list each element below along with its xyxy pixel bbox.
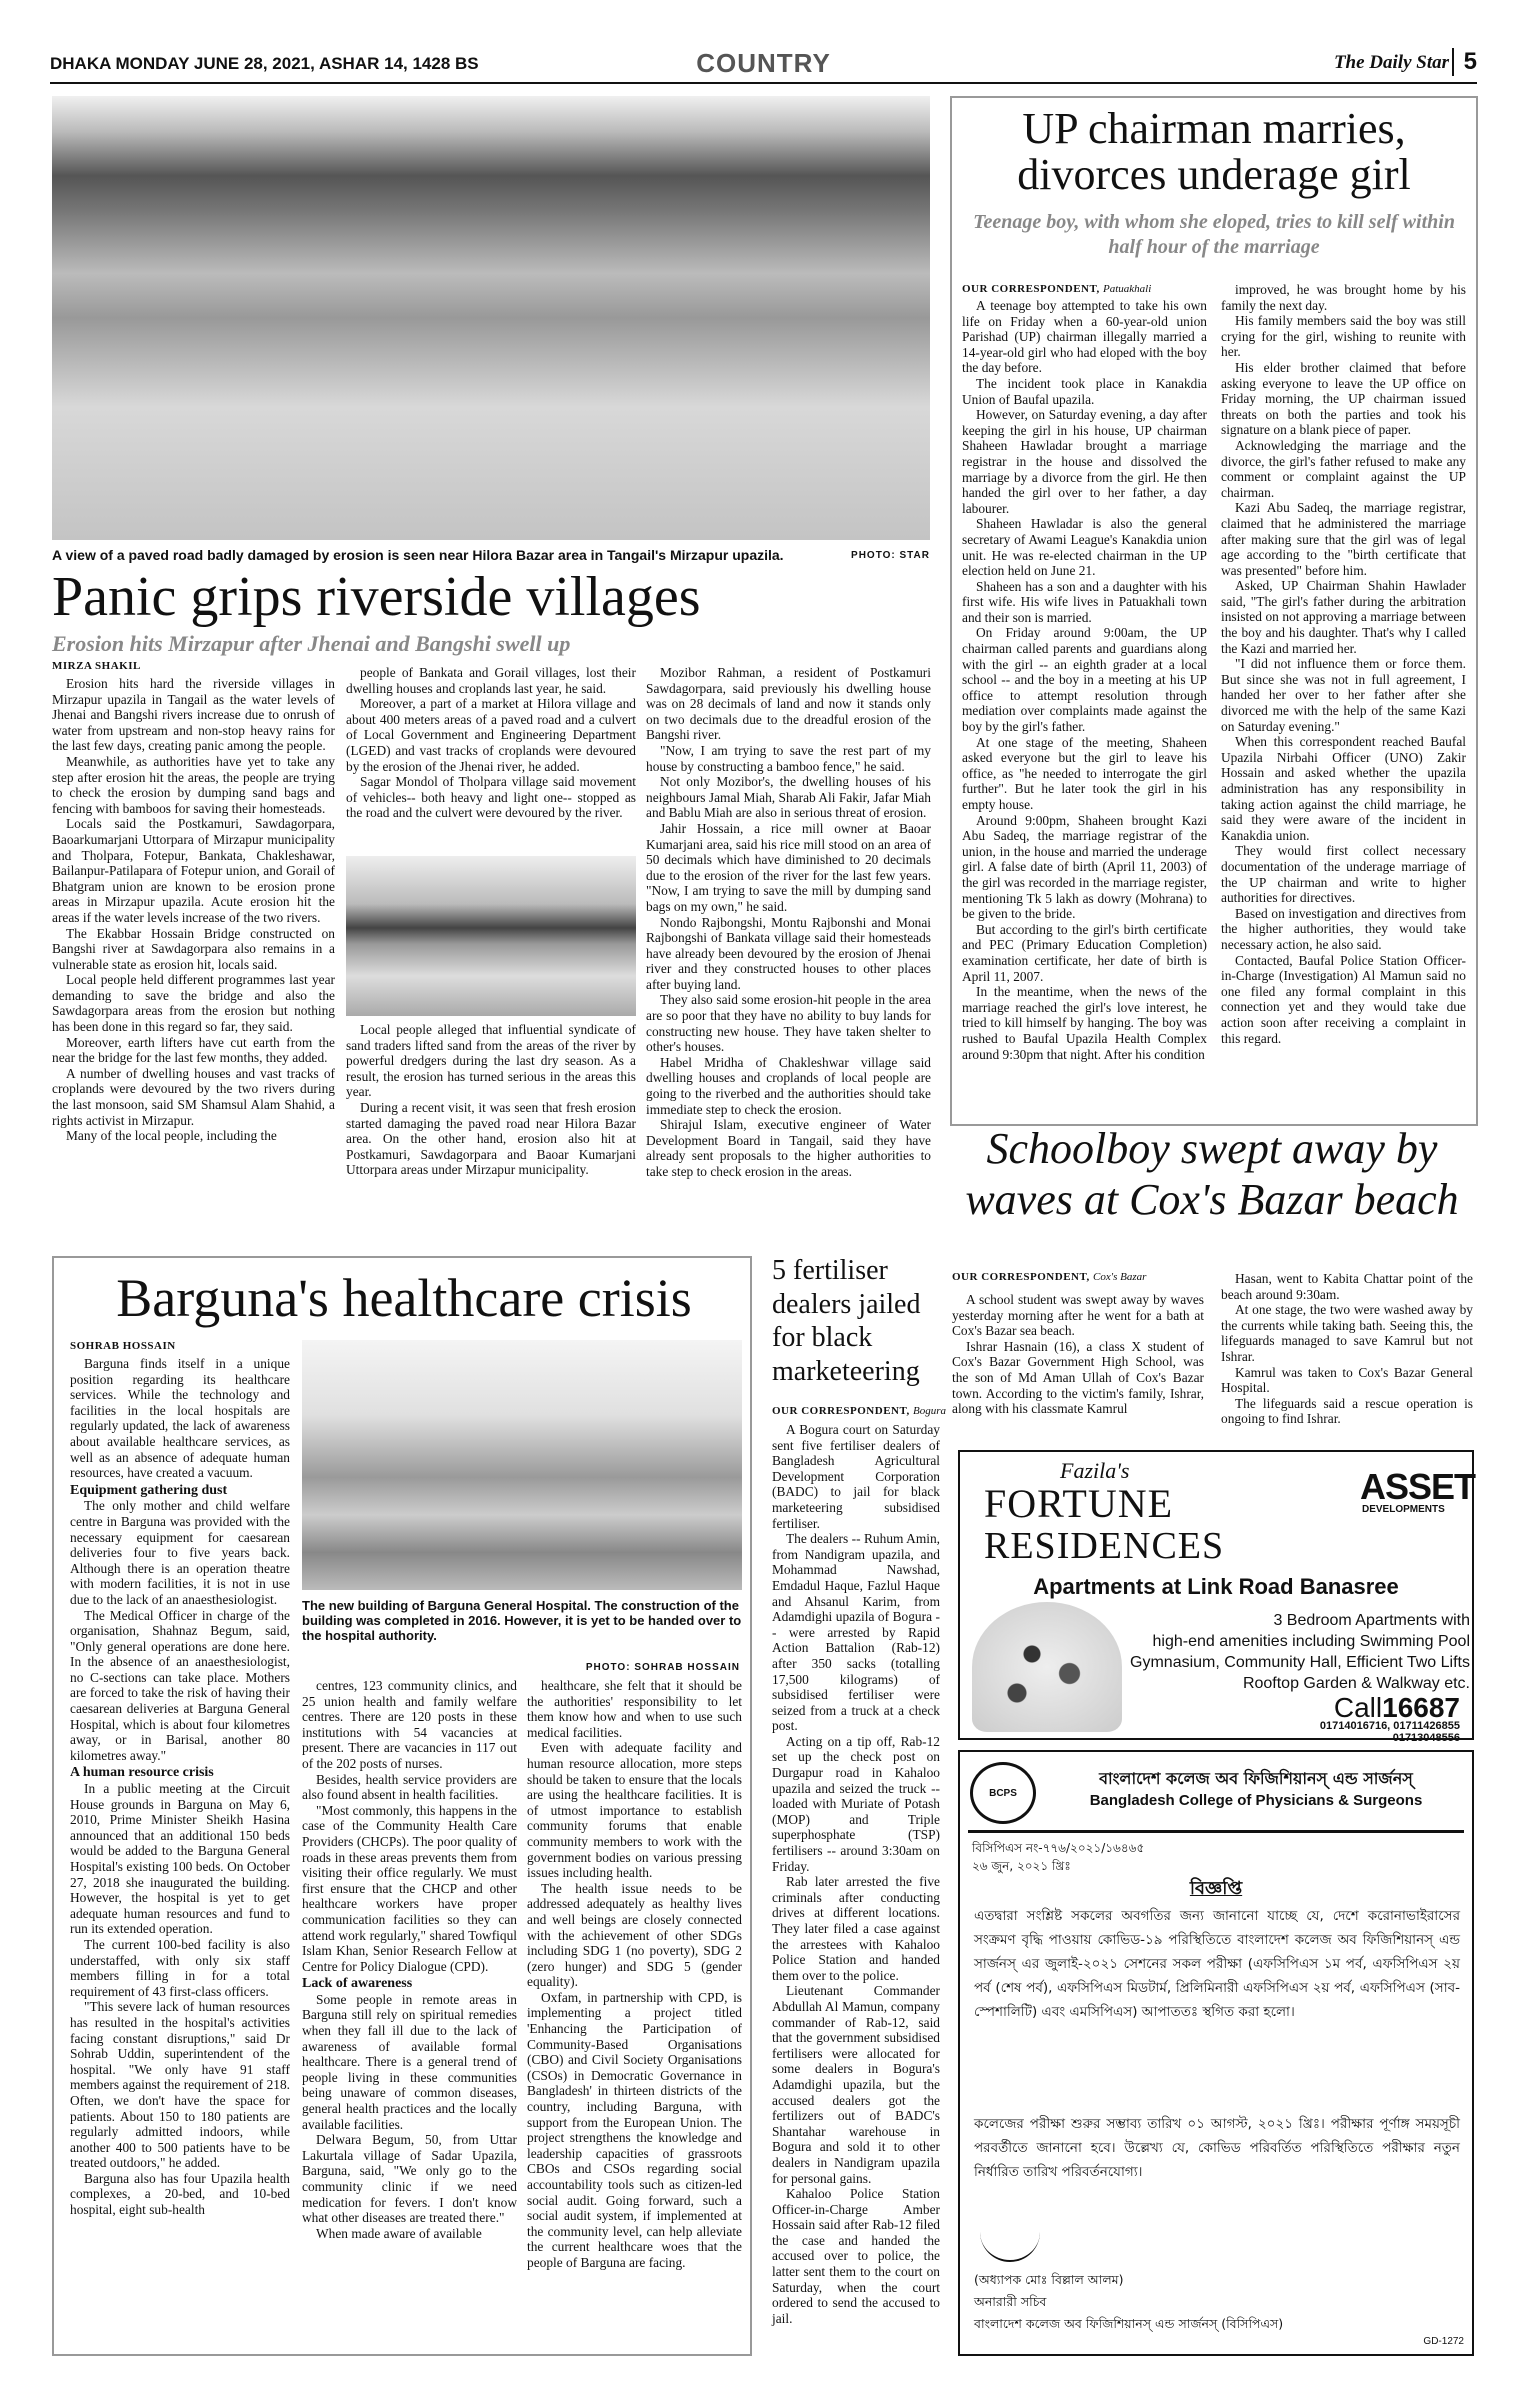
paragraph: Local people held different programmes last year demanding to save the bridge and also the Sawdagorpara areas from the erosion but nothing has been done in this regard so far, they said.	[52, 972, 335, 1035]
paragraph: On Friday around 9:00am, the UP chairman called parents and guardians along with the girl -- an eighth grader at a local school -- and the boy in a meeting at his UP office to attempt resolution through mediation over complaints made against the boy by the girl's father.	[962, 625, 1207, 735]
story4-byline: OUR CORRESPONDENT, Bogura	[772, 1405, 947, 1417]
paragraph: Around 9:00pm, Shaheen brought Kazi Abu Sadeq, the marriage registrar of the union, in the house and married the underage girl. A false date of birth (April 11, 2003) of the girl was recorded in the marriage register, mentioning Tk 5 lakh as dowry (Mohrana) to be given to the bride.	[962, 812, 1207, 922]
paragraph: Moreover, a part of a market at Hilora village and about 400 meters areas of a paved road and a culvert of Local Government and Engineering Department (LGED) and vast tracks of croplands were devoured by the erosion of the Jhenai river, he added.	[346, 696, 636, 774]
bcps-notice-ad	[958, 1750, 1474, 2356]
paragraph: "I did not influence them or force them. But since she was not in full agreement, I handed her over to her father after she divorced me with the help of the same Kazi on Saturday evening."	[1221, 656, 1466, 734]
paragraph: "Now, I am trying to save the rest part of my house by constructing a bamboo fence," he said.	[646, 742, 931, 774]
bcps-ref-no: বিসিপিএস নং-৭৭৬/২০২১/১৬৪৬৫	[972, 1841, 1145, 1855]
story3-col1	[70, 1356, 290, 2218]
story1-headline: Panic grips riverside villages	[52, 566, 701, 628]
bcps-signer: (অধ্যাপক মোঃ বিল্লাল আলম)	[974, 2272, 1124, 2287]
paragraph: people of Bankata and Gorail villages, lost their dwelling houses and croplands last year, he said.	[346, 665, 636, 696]
paragraph: But according to the girl's birth certificate and PEC (Primary Education Completion) examination certificate, her date of birth is April 11, 2007.	[962, 921, 1207, 984]
story1-col2a	[346, 665, 636, 821]
paragraph: "This severe lack of human resources has resulted in the hospital's activities facing constant disruptions," said Dr Sohrab Uddin, superintendent of the hospital. "We only have 91 staff members against the requirement of 218. Often, we don't have the space for patients. About 150 to 180 patients are regularly admitted indoors, while another 400 to 500 patients have to be treated outdoors," he added.	[70, 1999, 290, 2171]
paragraph: Shirajul Islam, executive engineer of Water Development Board in Tangail, said they have already sent proposals to the higher authorities to take step to check erosion in the areas.	[646, 1117, 931, 1179]
paragraph: improved, he was brought home by his family the next day.	[1221, 282, 1466, 313]
story3-byline: SOHRAB HOSSAIN	[70, 1340, 176, 1352]
paragraph: His elder brother claimed that before asking everyone to leave the UP office on Friday morning, the UP chairman issued threats on both the parties and took his signature on a blank piece of paper.	[1221, 359, 1466, 438]
paragraph: Kamrul was taken to Cox's Bazar General Hospital.	[1221, 1364, 1473, 1396]
bcps-notice-title: বিজ্ঞপ্তি	[1189, 1878, 1243, 1899]
paragraph: Habel Mridha of Chakleshwar village said dwelling houses and croplands of local people are going to the riverbed and the authorities should take immediate step to check the erosion.	[646, 1054, 931, 1117]
paragraph: At one stage, the two were washed away by the currents while taking bath. Seeing this, the lifeguards managed to save Kamrul but not Ishrar.	[1221, 1302, 1473, 1364]
story5-byline: OUR CORRESPONDENT, Cox's Bazar	[952, 1271, 1147, 1283]
paragraph: healthcare, she felt that it should be the authorities' responsibility to let them know how and when to use such medical facilities.	[527, 1678, 742, 1740]
story2-col2	[1221, 282, 1466, 1046]
paragraph: His family members said the boy was still crying for the girl, wishing to reunite with her.	[1221, 313, 1466, 360]
paragraph: The lifeguards said a rescue operation is ongoing to find Ishrar.	[1221, 1395, 1473, 1427]
paragraph: Based on investigation and directives from the higher authorities, they would take necessary action, he also said.	[1221, 905, 1466, 952]
paragraph: Erosion hits hard the riverside villages in Mirzapur upazila in Tangail as the water levels of Jhenai and Bangshi rivers increase due to onrush of water from upstream and non-stop heavy rains for the last few days, creating panic among the people.	[52, 676, 335, 754]
paragraph: Acknowledging the marriage and the divorce, the girl's father refused to make any comment or complaint against the UP chairman.	[1221, 437, 1466, 500]
paragraph: The Medical Officer in charge of the organisation, Shahnaz Begum, said, "Only general operations are done here. In the absence of an anaesthesiologist, no C-sections can take place. Mothers are forced to take the risk of having their caesarean deliveries at Barguna General Hospital, which is about four kilometres away, or in Barisal, another 80 kilometres away."	[70, 1607, 290, 1763]
story1-col3	[646, 665, 931, 1180]
bcps-signer-org: বাংলাদেশ কলেজ অব ফিজিশিয়ানস্ এন্ড সার্জনস্ (বিসিপিএস)	[974, 2316, 1284, 2331]
paragraph: Locals said the Postkamuri, Sawdagorpara, Baoarkumarjani Uttorpara of Mirzapur municipality and Tholpara, Fotepur, Bankata, Chakleshawar, Bailanpur-Patilapara of Fotepur union, and Gorail of Bhatgram union are known to be erosion prone areas in Mirzapur upazila. Acute erosion hit the areas if the water levels increase of the two rivers.	[52, 816, 335, 925]
paragraph: Local people alleged that influential syndicate of sand traders lifted sand from the areas of the river by powerful dredgers during the last dry season. As a result, the erosion has turned serious in the areas this year.	[346, 1022, 636, 1100]
signature-mark	[980, 2222, 1040, 2262]
issue-date: DHAKA MONDAY JUNE 28, 2021, ASHAR 14, 1428 BS	[50, 54, 479, 73]
page-number: 5	[1452, 48, 1477, 76]
story3-col3	[527, 1678, 742, 2271]
bcps-notice-body2: কলেজের পরীক্ষা শুরুর সম্ভাব্য তারিখ ০১ আগস্ট, ২০২১ খ্রিঃ। পরীক্ষার পূর্ণাঙ্গ সময়সূচী পরবর্তীতে জানানো হবে। উল্লেখ্য যে, কোভিড পরিবর্তিত পরিস্থিতিতে পরীক্ষার নতুন নির্ধারিত তারিখ পরিবর্তনযোগ্য।	[974, 2116, 1460, 2180]
erosion-photo-credit: PHOTO: STAR	[851, 550, 930, 561]
paragraph: Ishrar Hasnain (16), a class X student of Cox's Bazar Government High School, was the son of Md Aman Ullah of Cox's Bazar town. According to the victim's family, Ishrar, along with his classmate Kamrul	[952, 1338, 1204, 1417]
paragraph: Shaheen Hawladar is also the general secretary of Awami League's Kanakdia union unit. He was re-elected chairman in the UP election held on June 21.	[962, 516, 1207, 579]
paragraph: Nondo Rajbongshi, Montu Rajbonshi and Monai Rajbongshi of Bankata village said their homesteads have already been devoured by the erosion of Jhenai river and they constructed houses to other places after buying land.	[646, 914, 931, 992]
paragraph: Kahaloo Police Station Officer-in-Charge Amber Hossain said after Rab-12 filed the case and handed the accused over to police, the latter sent them to the court on Saturday, when the court ordered to send the accused to jail.	[772, 2186, 940, 2326]
ad-call: Call16687	[1333, 1692, 1460, 1723]
paragraph: A Bogura court on Saturday sent five fertiliser dealers of Bangladesh Agricultural Development Corporation (BADC) to jail for black marketeering subsidised fertiliser.	[772, 1422, 940, 1531]
paragraph: A number of dwelling houses and vast tracks of croplands were devoured by the two rivers during the last monsoon, said SM Shamsul Alam Shahid, a rights activist in Mirzapur.	[52, 1065, 335, 1128]
bcps-ref-date: ২৬ জুন, ২০২১ খ্রিঃ	[972, 1859, 1071, 1873]
story4-headline: 5 fertiliser dealers jailed for black marketeering	[772, 1255, 921, 1387]
paragraph: Acting on a tip off, Rab-12 set up the check post on Durgapur road in Kahaloo upazila and seized the truck -- loaded with Muriate of Potash (MOP) and Triple superphosphate (TSP) fertilisers -- around 3:30am on Friday.	[772, 1733, 940, 1874]
hospital-photo-credit: PHOTO: SOHRAB HOSSAIN	[585, 1662, 740, 1673]
paragraph: Shaheen has a son and a daughter with his first wife. His wife lives in Patuakhali town and their son is married.	[962, 578, 1207, 625]
paragraph: Meanwhile, as authorities have yet to take any step after erosion hit the areas, the people are trying to check the erosion by dumping sand bags and fencing with bamboos for saving their homesteads.	[52, 753, 335, 816]
erosion-photo-caption: A view of a paved road badly damaged by erosion is seen near Hilora Bazar area in Tangail's Mirzapur upazila.	[52, 547, 784, 563]
paragraph: The current 100-bed facility is also understaffed, with only six staff members filling in for a total requirement of 43 first-class officers.	[70, 1936, 290, 1999]
paragraph: Some people in remote areas in Barguna still rely on spiritual remedies when they fall ill due to the lack of awareness of available formal healthcare. There is a general trend of people living in these communities being unaware of common diseases, general health practices and the locally available facilities.	[302, 1991, 517, 2132]
flower-illustration	[972, 1602, 1122, 1732]
paragraph: centres, 123 community clinics, and 25 union health and family welfare centres. There are 120 posts in these institutions with 54 vacancies at present. There are vacancies in 117 out of the 202 posts of nurses.	[302, 1678, 517, 1771]
ad-brand-line1: FORTUNE	[984, 1481, 1174, 1526]
paragraph: Lieutenant Commander Abdullah Al Mamun, company commander of Rab-12, said that the government subsidised fertilisers were allocated for some dealers in Bogura's Adamdighi upazila, but the accused dealers got the fertilizers out of BADC's Shantahar warehouse in Bogura and sold it to other dealers in Nandigram upazila for personal gains.	[772, 1983, 940, 2186]
bcps-org-bn: বাংলাদেশ কলেজ অব ফিজিশিয়ানস্ এন্ড সার্জনস্	[1099, 1769, 1413, 1788]
paragraph: Kazi Abu Sadeq, the marriage registrar, claimed that he administered the marriage after making sure that the girl was of legal age according to the "birth certificate that was presented" before him.	[1221, 500, 1466, 578]
paragraph: When made aware of available	[316, 2225, 482, 2241]
paragraph: "Most commonly, this happens in the case of the Community Health Care Providers (CHCPs). The poor quality of roads in these areas prevents them from visiting their office regularly. We must first ensure that the CHCP and other healthcare workers have proper communication facilities so they can attend work regularly," shared Towfiqul Islam Khan, Senior Research Fellow at Centre for Policy Dialogue (CPD).	[302, 1802, 517, 1974]
paragraph: Contacted, Baufal Police Station Officer-in-Charge (Investigation) Al Mamun said no one filed any formal complaint in this connection yet and they would take due action soon after receiving a complaint in this regard.	[1221, 952, 1466, 1046]
ad-brand-line2: RESIDENCES	[984, 1525, 1225, 1567]
paragraph: The dealers -- Ruhum Amin, from Nandigram upazila, and Mohammad Nawshad, Emdadul Haque, Fazlul Haque and Ahsanul Karim, from Adamdighi upazila of Bogura -- were arrested by Rapid Action Battalion (Rab-12) after 350 sacks (totalling 17,500 kilograms) of subsidised fertiliser were seized from a truck at a check post.	[772, 1531, 940, 1734]
story4-col	[772, 1422, 940, 2326]
bcps-rule	[968, 1830, 1464, 1833]
bcps-notice-body1: এতদ্বারা সংশ্লিষ্ট সকলের অবগতির জন্য জানানো যাচ্ছে যে, দেশে করোনাভাইরাসের সংক্রমণ বৃদ্ধি পাওয়ায় কোভিড-১৯ পরিস্থিতিতে বাংলাদেশ কলেজ অব ফিজিশিয়ানস্ এন্ড সার্জনস্ এর জুলাই-২০২১ সেশনের সকল পরীক্ষা (এফসিপিএস ১ম পর্ব, এফসিপিএস ২য় পর্ব (শেষ পর্ব), এফসিপিএস মিডটার্ম, প্রিলিমিনারী এফসিপিএস ২য় পর্ব, এফসিপিএস (সাব-স্পেশালিটি) এবং এমসিপিএস) আপাততঃ স্থগিত করা হলো।	[974, 1908, 1460, 2020]
paragraph: The health issue needs to be addressed adequately as healthy lives and well beings are closely connected with the achievement of other SDGs including SDG 1 (no poverty), SDG 2 (zero hunger) and SDG 5 (gender equality).	[527, 1880, 742, 1990]
ad-developer-sub: DEVELOPMENTS	[1362, 1504, 1445, 1515]
paragraph: Oxfam, in partnership with CPD, is implementing a project titled 'Enhancing the Participation of Community-Based Organisations (CBO) and Civil Society Organisations (CSOs) in Democratic Governance in Bangladesh' in thirteen districts of the country, including Barguna, with support from the European Union. The project strengthens the knowledge and leadership capacities of grassroots CBOs and CSOs regarding social accountability tools such as citizen-led social audit. Going forward, such a social audit system, if implemented at the community level, can help alleviate the current healthcare woes that the people of Barguna are facing.	[527, 1989, 742, 2270]
paragraph: They also said some erosion-hit people in the area are so poor that they have no ability to buy lands for constructing new house. They have taken shelter to other's houses.	[646, 992, 931, 1055]
paragraph: Not only Mozibor's, the dwelling houses of his neighbours Jamal Miah, Sharab Ali Fakir, Jafar Miah and Bablu Miah are also in serious threat of erosion.	[646, 774, 931, 821]
story5-col1	[952, 1292, 1204, 1417]
story2-col1	[962, 298, 1207, 1062]
story2-byline: OUR CORRESPONDENT, Patuakhali	[962, 283, 1152, 295]
fortune-residences-ad	[958, 1450, 1476, 1744]
bcps-logo: BCPS	[970, 1762, 1036, 1824]
riverbank-photo	[346, 856, 636, 1016]
paragraph: The incident took place in Kanakdia Union of Baufal upazila.	[962, 375, 1207, 407]
section-name: COUNTRY	[696, 48, 831, 78]
paragraph: At one stage of the meeting, Shaheen asked everyone but the girl to leave his office, as "he needed to interrogate the girl further". But he later took the girl in his empty house.	[962, 734, 1207, 812]
paragraph: The Ekabbar Hossain Bridge constructed on Bangshi river at Sawdagorpara also remains in a vulnerable state as erosion hit, locals said.	[52, 925, 335, 972]
page-header	[50, 48, 1477, 84]
paragraph: Sagar Mondol of Tholpara village said movement of vehicles-- both heavy and light one-- stopped as the road and the culvert were devoured by the river.	[346, 774, 636, 821]
paragraph: Jahir Hossain, a rice mill owner at Baoar Kumarjani area, said his rice mill stood on an area of 50 decimals which have diminished to 20 decimals due to the erosion of the river for the last few years. "Now, I am trying to save the mill by dumping sand bags on my own," he said.	[646, 820, 931, 914]
paragraph: Many of the local people, including the	[66, 1128, 277, 1144]
paragraph: Barguna also has four Upazila health complexes, a 20-bed, and 10-bed hospital, eight sub-health	[70, 2170, 290, 2218]
paragraph: The only mother and child welfare centre in Barguna was provided with the necessary equipment for caesarean deliveries four to five years back. Although there is an operation theatre with modern facilities, it is not in use due to the lack of an anaesthesiologist.	[70, 1498, 290, 1607]
gd-code: GD-1272	[1423, 2336, 1464, 2347]
paragraph: Besides, health service providers are also found absent in health facilities.	[302, 1771, 517, 1803]
ad-brand-script: Fazila's	[1060, 1458, 1130, 1483]
hospital-photo-caption: The new building of Barguna General Hospital. The construction of the building was completed in 2016. However, it is yet to be handed over to the hospital authority.	[302, 1598, 742, 1643]
story1-byline: MIRZA SHAKIL	[52, 660, 141, 672]
story3-col2	[302, 1678, 517, 2241]
bcps-org-en: Bangladesh College of Physicians & Surgeons	[1089, 1792, 1423, 1809]
paragraph: Mozibor Rahman, a resident of Postkamuri Sawdagorpara, said previously his dwelling house was on 28 decimals of land and now it stands only on two decimals due to the dreadful erosion of the Bangshi river.	[646, 665, 931, 743]
paragraph: Delwara Begum, 50, from Uttar Lakurtala village of Sadar Upazila, Barguna, said, "We only go to the community clinic if we need medication for fevers. I don't know what other diseases are treated there."	[302, 2132, 517, 2226]
paragraph: Hasan, went to Kabita Chattar point of the beach around 9:30am.	[1221, 1271, 1473, 1302]
paragraph: During a recent visit, it was seen that fresh erosion started damaging the paved road near Hilora Bazar area. On the other hand, erosion also hit at Postkamuri, Sawdagorpara and Baoar Kumarjani Uttorpara areas under Mirzapur municipality.	[346, 1099, 636, 1178]
paragraph: Barguna finds itself in a unique position regarding its healthcare services. While the technology and facilities in the local hospitals are regularly updated, the lack of awareness about available healthcare services, as well as an absence of adequate human resources, have created a vacuum.	[70, 1356, 290, 1481]
subhead: Equipment gathering dust	[70, 1482, 228, 1498]
ad-phones: 01714016716, 01711426855 01713048556	[1319, 1720, 1460, 1744]
paragraph: When this correspondent reached Baufal Upazila Nirbahi Officer (UNO) Zakir Hossain and asked whether the upazila administration has any responsibility in taking action against the child marriage, he said they were aware of the incident in Kanakdia union.	[1221, 734, 1466, 843]
paragraph: A teenage boy attempted to take his own life on Friday when a 60-year-old union Parishad (UP) chairman illegally married a 14-year-old girl who had eloped with the boy the day before.	[962, 298, 1207, 376]
story3-headline: Barguna's healthcare crisis	[116, 1268, 692, 1328]
ad-features: 3 Bedroom Apartments with high-end amenities including Swimming Pool Gymnasium, Community Hall, Efficient Two Lifts Rooftop Garden & Walkway etc.	[1130, 1612, 1470, 1692]
paragraph: They would first collect necessary documentation of the underage marriage of the UP chairman and write to higher authorities for directives.	[1221, 843, 1466, 906]
story5-headline: Schoolboy swept away by waves at Cox's Bazar beach	[965, 1124, 1459, 1224]
hospital-photo	[302, 1340, 742, 1590]
subhead: A human resource crisis	[70, 1765, 214, 1781]
paragraph: A school student was swept away by waves yesterday morning after he went for a bath at Cox's Bazar sea beach.	[952, 1292, 1204, 1339]
story2-headline: UP chairman marries, divorces underage girl	[1017, 104, 1411, 200]
paragraph: In a public meeting at the Circuit House grounds in Barguna on May 6, 2010, Prime Minister Sheikh Hasina announced that an additional 150 beds would be added to the Barguna General Hospital's existing 100 beds. On October 27, 2018 she inaugurated the building. However, the hospital is yet to get adequate human resources and fund to run its extended operation.	[70, 1781, 290, 1937]
story1-deck: Erosion hits Mirzapur after Jhenai and Bangshi swell up	[52, 631, 571, 656]
ad-developer-logo: ASSET	[1360, 1466, 1476, 1507]
subhead: Lack of awareness	[302, 1976, 413, 1992]
story5-col2	[1221, 1271, 1473, 1427]
story1-col1	[52, 676, 335, 1144]
story1-col2b	[346, 1022, 636, 1178]
paragraph: Asked, UP Chairman Shahin Hawlader said, "The girl's father during the arbitration insisted on not approving a marriage between the boy and his daughter. That's why I called the Kazi and married her.	[1221, 578, 1466, 656]
masthead: The Daily Star	[1333, 52, 1449, 73]
paragraph: Even with adequate facility and human resource allocation, more steps should be taken to ensure that the locals are using the healthcare facilities. It is of utmost importance to establish community forums that enable community members to work with the government bodies on various pressing issues including health.	[527, 1740, 742, 1881]
erosion-photo	[52, 96, 930, 540]
paragraph: In the meantime, when the news of the marriage reached the girl's love interest, he tried to kill himself by hanging. The boy was rushed to Baufal Upazila Health Complex around 9:30pm that night. After his condition	[962, 984, 1207, 1062]
ad-headline: Apartments at Link Road Banasree	[1033, 1574, 1399, 1599]
story2-deck: Teenage boy, with whom she eloped, tries to kill self within half hour of the marriage	[973, 211, 1455, 258]
paragraph: Moreover, earth lifters have cut earth from the near the bridge for the last few months, they added.	[52, 1034, 335, 1066]
paragraph: Rab later arrested the five criminals after conducting drives at different locations. They later filed a case against the arrestees with Kahaloo Police Station and handed them over to the police.	[772, 1874, 940, 1983]
paragraph: However, on Saturday evening, a day after keeping the girl in his house, UP chairman Shaheen Hawladar brought a marriage registrar in the house and dissolved the marriage by a divorce from the girl. He then handed the girl over to her father, a day labourer.	[962, 407, 1207, 516]
bcps-signer-title: অনারারী সচিব	[974, 2294, 1047, 2309]
